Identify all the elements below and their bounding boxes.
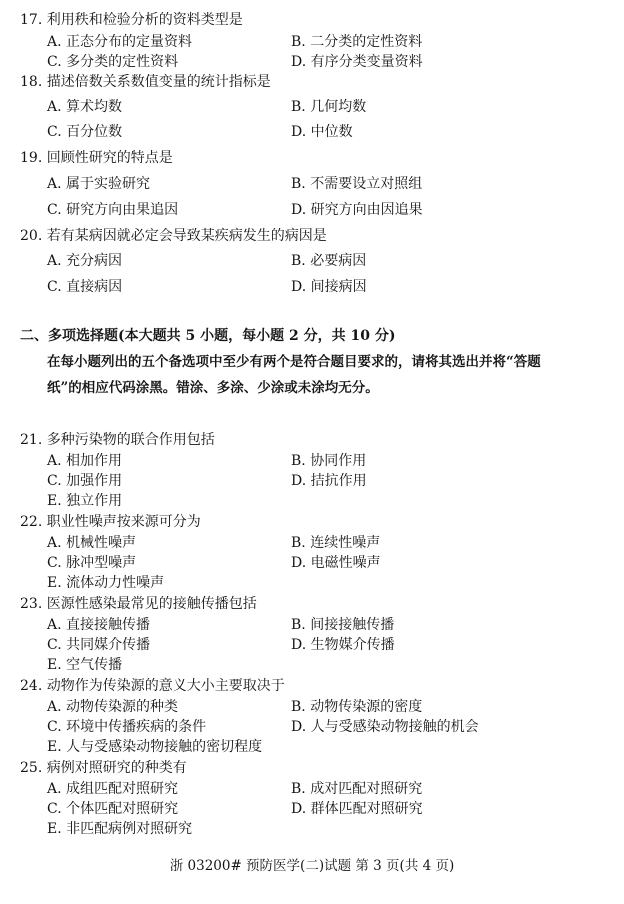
question-24-option-c: C. 环境中传播疾病的条件 <box>47 719 207 735</box>
question-20-option-b: B. 必要病因 <box>291 253 367 269</box>
question-22-option-b: B. 连续性噪声 <box>291 535 381 551</box>
question-21-option-b: B. 协同作用 <box>291 453 367 469</box>
question-19-option-b: B. 不需要设立对照组 <box>291 176 423 192</box>
question-20-stem: 20. 若有某病因就必定会导致某疾病发生的病因是 <box>20 228 327 244</box>
question-22-option-a: A. 机械性噪声 <box>47 535 137 551</box>
question-24-option-e: E. 人与受感染动物接触的密切程度 <box>47 739 263 755</box>
question-25-stem: 25. 病例对照研究的种类有 <box>20 760 187 776</box>
question-17-stem: 17. 利用秩和检验分析的资料类型是 <box>20 12 243 28</box>
question-17-option-b: B. 二分类的定性资料 <box>291 34 423 50</box>
section-2-instruction-line-2: 纸”的相应代码涂黑。错涂、多涂、少涂或未涂均无分。 <box>47 380 379 396</box>
question-24-option-d: D. 人与受感染动物接触的机会 <box>291 719 479 735</box>
question-21-option-a: A. 相加作用 <box>47 453 123 469</box>
question-23-stem: 23. 医源性感染最常见的接触传播包括 <box>20 596 257 612</box>
question-25-option-e: E. 非匹配病例对照研究 <box>47 821 193 837</box>
question-19-option-d: D. 研究方向由因追果 <box>291 202 423 218</box>
question-21-option-d: D. 拮抗作用 <box>291 473 367 489</box>
question-24-option-a: A. 动物传染源的种类 <box>47 699 179 715</box>
question-25-option-a: A. 成组匹配对照研究 <box>47 781 179 797</box>
question-18-option-a: A. 算术均数 <box>47 99 123 115</box>
question-25-option-c: C. 个体匹配对照研究 <box>47 801 179 817</box>
question-22-stem: 22. 职业性噪声按来源可分为 <box>20 514 201 530</box>
question-22-option-d: D. 电磁性噪声 <box>291 555 381 571</box>
question-18-option-b: B. 几何均数 <box>291 99 367 115</box>
question-25-option-b: B. 成对匹配对照研究 <box>291 781 423 797</box>
question-17-option-a: A. 正态分布的定量资料 <box>47 34 193 50</box>
question-23-option-d: D. 生物媒介传播 <box>291 637 395 653</box>
question-22-option-c: C. 脉冲型噪声 <box>47 555 137 571</box>
question-23-option-b: B. 间接接触传播 <box>291 617 395 633</box>
question-21-option-c: C. 加强作用 <box>47 473 123 489</box>
question-23-option-a: A. 直接接触传播 <box>47 617 151 633</box>
question-18-option-c: C. 百分位数 <box>47 124 123 140</box>
question-19-stem: 19. 回顾性研究的特点是 <box>20 150 173 166</box>
question-21-stem: 21. 多种污染物的联合作用包括 <box>20 432 215 448</box>
section-2-title: 二、多项选择题(本大题共 5 小题，每小题 2 分，共 10 分) <box>20 328 396 344</box>
section-2-instruction-line-1: 在每小题列出的五个备选项中至少有两个是符合题目要求的，请将其选出并将“答题 <box>47 354 541 370</box>
page-footer: 浙 03200# 预防医学(二)试题 第 3 页(共 4 页) <box>169 858 455 874</box>
question-19-option-c: C. 研究方向由果追因 <box>47 202 179 218</box>
question-18-option-d: D. 中位数 <box>291 124 353 140</box>
question-23-option-c: C. 共同媒介传播 <box>47 637 151 653</box>
question-21-option-e: E. 独立作用 <box>47 493 123 509</box>
question-24-option-b: B. 动物传染源的密度 <box>291 699 423 715</box>
question-22-option-e: E. 流体动力性噪声 <box>47 575 165 591</box>
question-24-stem: 24. 动物作为传染源的意义大小主要取决于 <box>20 678 285 694</box>
question-19-option-a: A. 属于实验研究 <box>47 176 151 192</box>
question-20-option-d: D. 间接病因 <box>291 279 367 295</box>
question-20-option-a: A. 充分病因 <box>47 253 123 269</box>
question-20-option-c: C. 直接病因 <box>47 279 123 295</box>
question-17-option-d: D. 有序分类变量资料 <box>291 54 423 70</box>
question-17-option-c: C. 多分类的定性资料 <box>47 54 179 70</box>
question-23-option-e: E. 空气传播 <box>47 657 123 673</box>
question-25-option-d: D. 群体匹配对照研究 <box>291 801 423 817</box>
question-18-stem: 18. 描述倍数关系数值变量的统计指标是 <box>20 74 271 90</box>
